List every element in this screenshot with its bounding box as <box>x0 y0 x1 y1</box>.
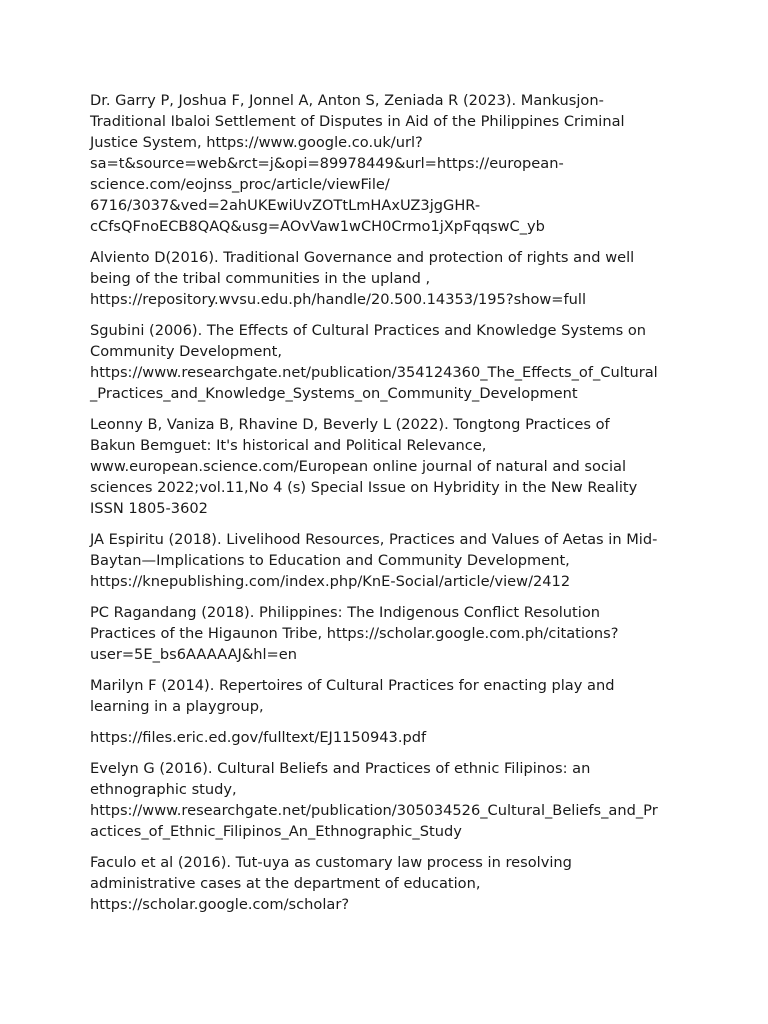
reference-line: www.european.science.com/European online journal of natural and social <box>90 458 627 475</box>
reference-line: PC Ragandang (2018). Philippines: The Indigenous Conflict Resolution <box>90 604 601 621</box>
reference-line: ISSN 1805-3602 <box>90 500 208 517</box>
reference-line: https://knepublishing.com/index.php/KnE-Social/article/view/2412 <box>90 573 571 590</box>
reference-line: learning in a playgroup, <box>90 698 264 715</box>
reference-entry <box>90 247 680 310</box>
reference-line: Alviento D(2016). Traditional Governance and protection of rights and well <box>90 249 635 266</box>
reference-line: sa=t&source=web&rct=j&opi=89978449&url=https://european- <box>90 155 564 172</box>
reference-entry <box>90 414 680 519</box>
reference-line: user=5E_bs6AAAAAJ&hl=en <box>90 646 297 663</box>
reference-line: Faculo et al (2016). Tut-uya as customary law process in resolving <box>90 854 572 871</box>
reference-line: Marilyn F (2014). Repertoires of Cultural Practices for enacting play and <box>90 677 615 694</box>
reference-list <box>90 90 680 925</box>
reference-line: Practices of the Higaunon Tribe, https://scholar.google.com.ph/citations? <box>90 625 619 642</box>
reference-entry <box>90 90 680 237</box>
reference-line: https://www.researchgate.net/publication/354124360_The_Effects_of_Cultural <box>90 364 658 381</box>
reference-line: JA Espiritu (2018). Livelihood Resources, Practices and Values of Aetas in Mid- <box>90 531 658 548</box>
reference-line: science.com/eojnss_proc/article/viewFile/ <box>90 176 390 193</box>
reference-line: Bakun Bemguet: It's historical and Political Relevance, <box>90 437 487 454</box>
reference-entry <box>90 758 680 842</box>
reference-line: Evelyn G (2016). Cultural Beliefs and Practices of ethnic Filipinos: an <box>90 760 591 777</box>
reference-line: https://www.researchgate.net/publication/305034526_Cultural_Beliefs_and_Pr <box>90 802 658 819</box>
reference-line: Justice System, https://www.google.co.uk/url? <box>90 134 423 151</box>
reference-line: sciences 2022;vol.11,No 4 (s) Special Issue on Hybridity in the New Reality <box>90 479 638 496</box>
reference-line: Leonny B, Vaniza B, Rhavine D, Beverly L (2022). Tongtong Practices of <box>90 416 610 433</box>
reference-line: https://repository.wvsu.edu.ph/handle/20.500.14353/195?show=full <box>90 291 587 308</box>
reference-entry <box>90 529 680 592</box>
reference-line: Dr. Garry P, Joshua F, Jonnel A, Anton S, Zeniada R (2023). Mankusjon- <box>90 92 604 109</box>
reference-line: https://files.eric.ed.gov/fulltext/EJ1150943.pdf <box>90 729 427 746</box>
reference-entry <box>90 852 680 915</box>
reference-line: ethnographic study, <box>90 781 237 798</box>
reference-entry <box>90 675 680 717</box>
reference-line: _Practices_and_Knowledge_Systems_on_Community_Development <box>90 385 578 402</box>
reference-entry <box>90 727 680 748</box>
reference-line: 6716/3037&ved=2ahUKEwiUvZOTtLmHAxUZ3jgGHR- <box>90 197 481 214</box>
reference-line: Traditional Ibaloi Settlement of Disputes in Aid of the Philippines Criminal <box>90 113 625 130</box>
reference-line: being of the tribal communities in the upland , <box>90 270 431 287</box>
reference-line: Sgubini (2006). The Effects of Cultural Practices and Knowledge Systems on <box>90 322 647 339</box>
reference-line: Community Development, <box>90 343 282 360</box>
reference-line: administrative cases at the department of education, <box>90 875 481 892</box>
reference-line: actices_of_Ethnic_Filipinos_An_Ethnographic_Study <box>90 823 462 840</box>
reference-line: Baytan—Implications to Education and Community Development, <box>90 552 570 569</box>
reference-line: cCfsQFnoECB8QAQ&usg=AOvVaw1wCH0Crmo1jXpFqqswC_yb <box>90 218 545 235</box>
reference-entry <box>90 320 680 404</box>
reference-line: https://scholar.google.com/scholar? <box>90 896 350 913</box>
reference-entry <box>90 602 680 665</box>
